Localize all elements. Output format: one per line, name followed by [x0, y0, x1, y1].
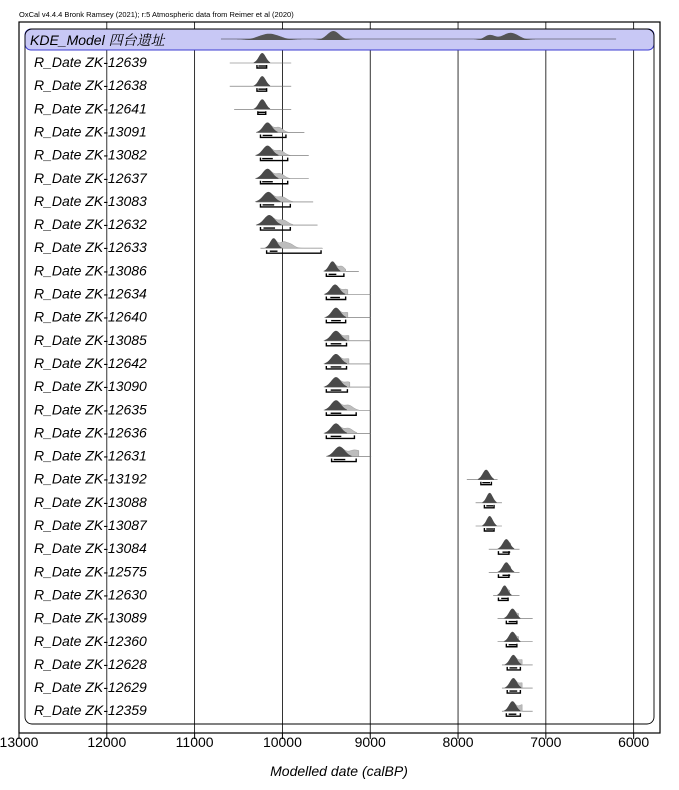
x-tick-label: 8000: [442, 734, 474, 750]
date-label: R_Date ZK-12360: [34, 632, 147, 649]
posterior-distribution: [498, 562, 514, 572]
date-row: [34, 99, 291, 116]
date-label: R_Date ZK-12633: [34, 239, 147, 256]
date-label: R_Date ZK-13085: [34, 331, 147, 348]
date-label: R_Date ZK-12630: [34, 586, 147, 603]
date-label: R_Date ZK-13091: [34, 123, 147, 140]
date-label: R_Date ZK-12639: [34, 54, 147, 70]
date-label: R_Date ZK-13087: [34, 517, 147, 533]
date-row: [34, 377, 370, 394]
posterior-distribution: [483, 493, 497, 503]
date-label: R_Date ZK-12628: [34, 655, 147, 672]
date-label: R_Date ZK-13083: [34, 192, 147, 209]
date-label: R_Date ZK-12637: [34, 169, 147, 186]
date-label: R_Date ZK-12641: [34, 100, 147, 117]
date-label: R_Date ZK-12631: [34, 447, 147, 464]
date-label: R_Date ZK-13089: [34, 609, 147, 626]
date-row: [34, 76, 291, 93]
x-tick-label: 12000: [87, 734, 127, 750]
date-row: [34, 215, 318, 232]
x-tick-label: 11000: [175, 734, 214, 750]
date-label: R_Date ZK-12575: [34, 563, 147, 580]
date-label: R_Date ZK-13090: [34, 378, 147, 395]
date-row: [34, 53, 291, 70]
date-label: R_Date ZK-12638: [34, 77, 147, 94]
date-row: [34, 539, 520, 556]
date-row: [34, 285, 370, 302]
date-row: [34, 447, 371, 464]
date-label: R_Date ZK-12635: [34, 401, 147, 418]
posterior-distribution: [254, 76, 270, 86]
date-row: [34, 261, 359, 278]
x-tick-label: 9000: [354, 734, 386, 750]
x-tick-label: 10000: [262, 734, 302, 750]
posterior-distribution: [483, 516, 497, 526]
x-tick-label: 13000: [0, 734, 39, 750]
x-tick-label: 6000: [618, 734, 650, 750]
date-row: [34, 470, 498, 487]
posterior-distribution: [498, 539, 514, 549]
date-label: R_Date ZK-12642: [34, 354, 147, 371]
date-row: [34, 122, 304, 139]
date-label: R_Date ZK-12636: [34, 424, 147, 441]
date-row: [34, 146, 309, 163]
date-row: [34, 493, 502, 510]
date-row: [34, 331, 370, 348]
date-row: [34, 354, 370, 371]
date-row: [34, 192, 313, 209]
x-axis: [0, 733, 649, 750]
credit-text: OxCal v4.4.4 Bronk Ramsey (2021); r:5 Atmospheric data from Reimer et al (2020): [19, 10, 294, 19]
date-label: R_Date ZK-12629: [34, 679, 147, 696]
x-axis-label: Modelled date (calBP): [270, 763, 408, 779]
date-label: R_Date ZK-12640: [34, 308, 147, 325]
date-label: R_Date ZK-13088: [34, 493, 147, 510]
date-row: [34, 562, 520, 579]
date-row: [34, 516, 502, 533]
posterior-distribution: [254, 99, 270, 109]
date-label: R_Date ZK-13084: [34, 540, 147, 557]
x-tick-label: 7000: [530, 734, 562, 750]
date-label: R_Date ZK-13082: [34, 146, 147, 163]
model-label: KDE_Model 四台遗址: [30, 32, 165, 48]
date-row: [34, 423, 370, 440]
date-label: R_Date ZK-12359: [34, 702, 147, 719]
date-label: R_Date ZK-12632: [34, 216, 147, 233]
date-row: [34, 585, 520, 602]
date-label: R_Date ZK-13192: [34, 470, 147, 487]
posterior-distribution: [478, 470, 494, 480]
date-row: [34, 238, 323, 255]
date-row: [34, 169, 309, 186]
date-row: [34, 400, 370, 417]
date-row: [34, 308, 370, 325]
date-label: R_Date ZK-12634: [34, 285, 147, 302]
date-label: R_Date ZK-13086: [34, 262, 147, 279]
gridlines: [107, 22, 634, 733]
posterior-distribution: [254, 53, 270, 63]
